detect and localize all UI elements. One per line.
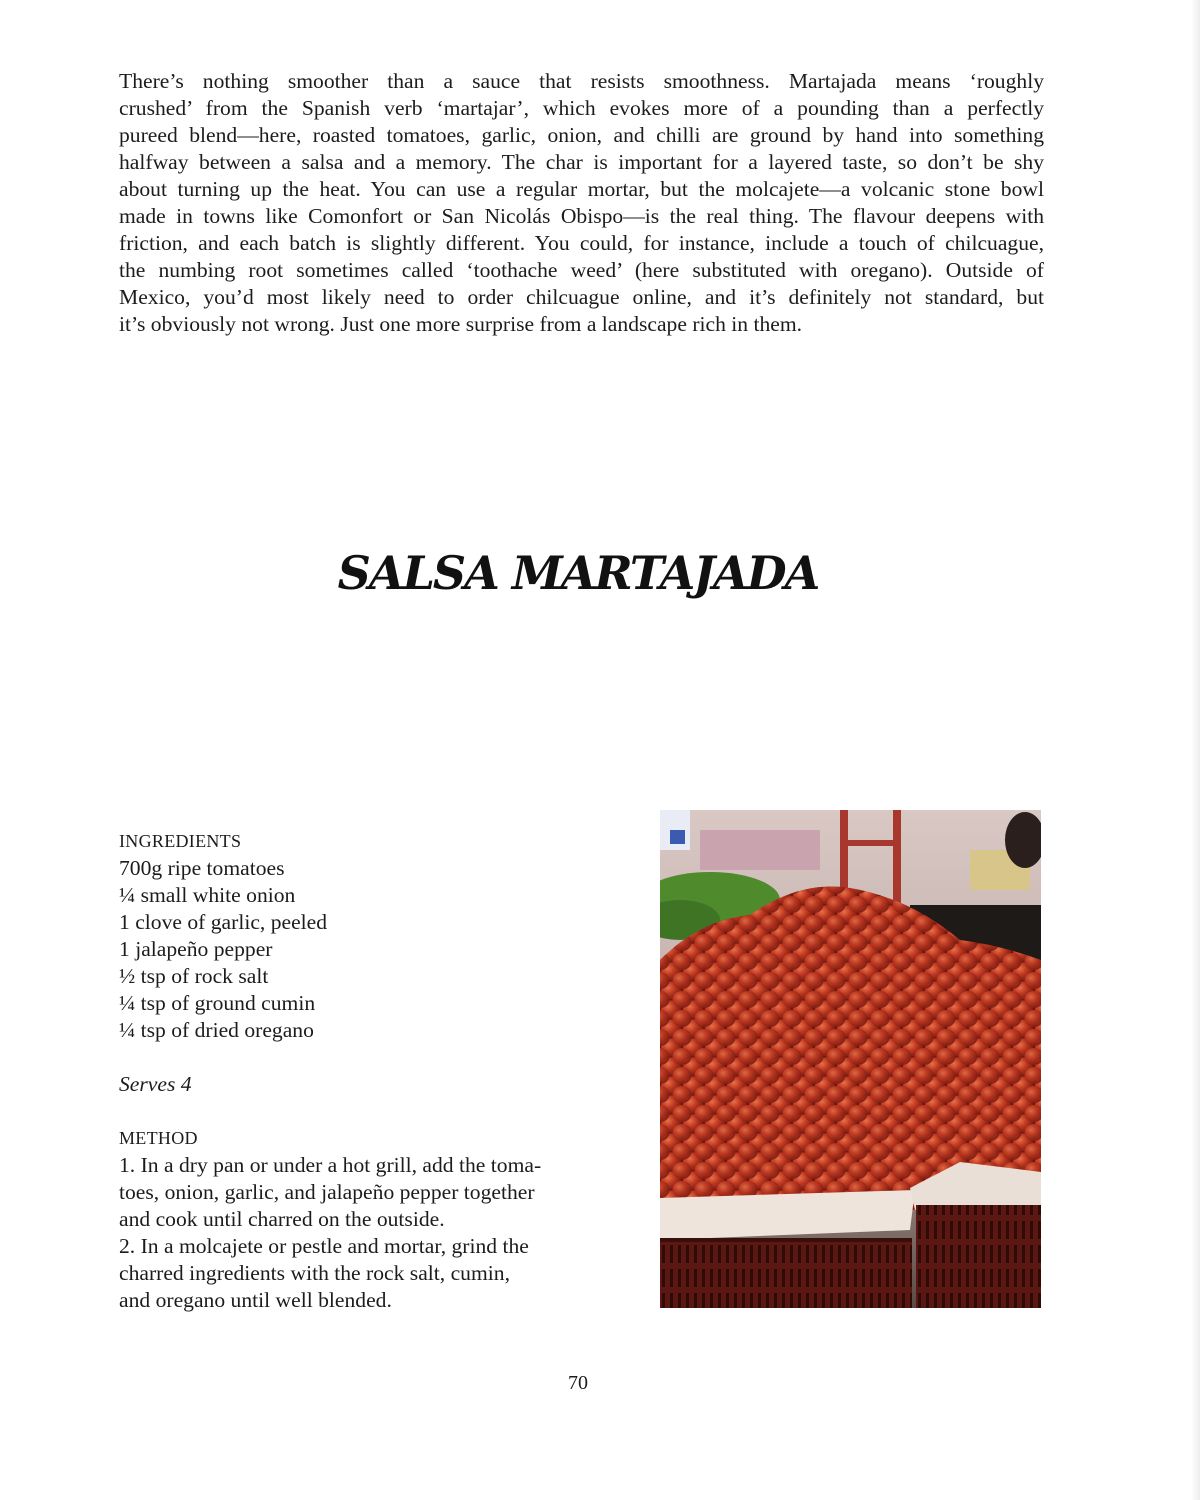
intro-paragraph xyxy=(119,68,1044,338)
method-line: toes, onion, garlic, and jalapeño pepper together xyxy=(119,1180,535,1204)
intro-line: Mexico, you’d most likely need to order chilcuague online, and it’s definitely not standard, but xyxy=(119,285,1044,309)
tomato-market-photo xyxy=(660,810,1041,1308)
intro-line: the numbing root sometimes called ‘toothache weed’ (here substituted with oregano). Outside of xyxy=(119,258,1044,282)
ingredients-heading: INGREDIENTS xyxy=(119,831,242,851)
intro-line: made in towns like Comonfort or San Nicolás Obispo—is the real thing. The flavour deepens with xyxy=(119,204,1044,228)
intro-line: halfway between a salsa and a memory. The char is important for a layered taste, so don’t be shy xyxy=(119,150,1044,174)
ingredient-item: 700g ripe tomatoes xyxy=(119,856,285,880)
intro-line: pureed blend—here, roasted tomatoes, garlic, onion, and chilli are ground by hand into something xyxy=(119,123,1044,147)
method-line: 2. In a molcajete or pestle and mortar, grind the xyxy=(119,1234,529,1258)
tomato-pile-illustration xyxy=(660,810,1041,1308)
intro-line: it’s obviously not wrong. Just one more surprise from a landscape rich in them. xyxy=(119,312,803,336)
ingredient-item: ½ tsp of rock salt xyxy=(119,964,269,988)
page-number: 70 xyxy=(568,1372,588,1394)
ingredient-item: ¼ small white onion xyxy=(119,883,296,907)
page-edge-shadow xyxy=(1191,0,1200,1500)
intro-line: There’s nothing smoother than a sauce that resists smoothness. Martajada means ‘roughly xyxy=(119,69,1044,93)
intro-line: about turning up the heat. You can use a regular mortar, but the molcajete—a volcanic stone bowl xyxy=(119,177,1044,201)
ingredient-item: 1 jalapeño pepper xyxy=(119,937,273,961)
recipe-block xyxy=(119,828,589,1314)
method-line: charred ingredients with the rock salt, cumin, xyxy=(119,1261,510,1285)
serves-note: Serves 4 xyxy=(119,1072,192,1096)
ingredient-item: ¼ tsp of ground cumin xyxy=(119,991,316,1015)
intro-line: crushed’ from the Spanish verb ‘martajar’, which evokes more of a pounding than a perfectly xyxy=(119,96,1044,120)
method-line: and oregano until well blended. xyxy=(119,1288,392,1312)
method-line: and cook until charred on the outside. xyxy=(119,1207,445,1231)
ingredient-item: 1 clove of garlic, peeled xyxy=(119,910,328,934)
method-line: 1. In a dry pan or under a hot grill, add the toma- xyxy=(119,1153,542,1177)
ingredient-item: ¼ tsp of dried oregano xyxy=(119,1018,314,1042)
recipe-title: SALSA MARTAJADA xyxy=(337,546,819,600)
intro-line: friction, and each batch is slightly different. You could, for instance, include a touch of chilcuague, xyxy=(119,231,1044,255)
method-heading: METHOD xyxy=(119,1128,198,1148)
